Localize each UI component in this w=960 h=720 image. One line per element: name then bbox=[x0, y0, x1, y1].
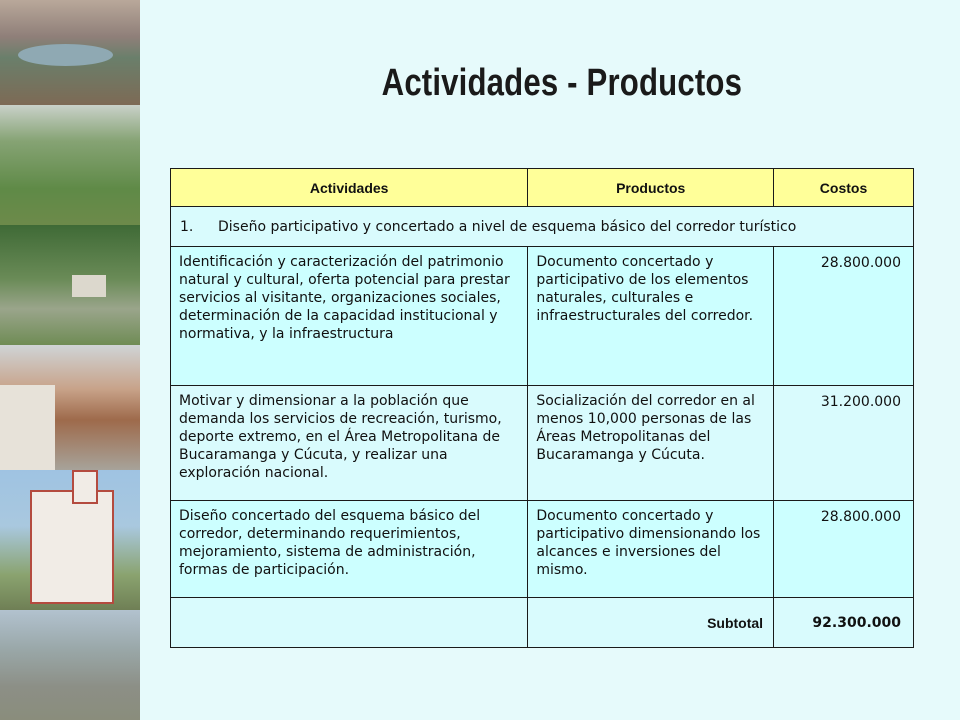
cost-cell: 31.200.000 bbox=[774, 386, 914, 501]
subtotal-label: Subtotal bbox=[528, 598, 774, 648]
cost-cell: 28.800.000 bbox=[774, 247, 914, 386]
activity-cell: Identificación y caracterización del patrimonio natural y cultural, oferta potencial para prestar servicios al visitante, organizaciones sociales, determinación de la capacidad institucional y normativa, y la infraestructura bbox=[171, 247, 528, 386]
subtotal-row bbox=[171, 598, 914, 648]
header-actividades: Actividades bbox=[171, 169, 528, 207]
section-number: 1. bbox=[180, 218, 194, 235]
page-title: Actividades - Productos bbox=[381, 62, 743, 104]
table-row bbox=[171, 501, 914, 598]
table-row bbox=[171, 247, 914, 386]
section-cell bbox=[171, 207, 914, 247]
subtotal-empty-cell bbox=[171, 598, 528, 648]
table-header-row bbox=[171, 169, 914, 207]
green-hills-photo bbox=[0, 105, 140, 225]
cost-cell: 28.800.000 bbox=[774, 501, 914, 598]
activities-table bbox=[170, 168, 914, 648]
subtotal-value: 92.300.000 bbox=[774, 598, 914, 648]
activity-cell: Motivar y dimensionar a la población que demanda los servicios de recreación, turismo, deporte extremo, en el Área Metropolitana de Bucaramanga y Cúcuta, y realizar una exploración nacional. bbox=[171, 386, 528, 501]
product-cell: Socialización del corredor en al menos 10,000 personas de las Áreas Metropolitanas del Bucaramanga y Cúcuta. bbox=[528, 386, 774, 501]
activity-cell: Diseño concertado del esquema básico del corredor, determinando requerimientos, mejoramiento, sistema de administración, formas de participación. bbox=[171, 501, 528, 598]
colonial-street-photo bbox=[0, 345, 140, 470]
church-photo bbox=[0, 470, 140, 610]
table-row bbox=[171, 386, 914, 501]
section-row bbox=[171, 207, 914, 247]
section-text: Diseño participativo y concertado a nivel de esquema básico del corredor turístico bbox=[218, 218, 797, 235]
mountain-photo bbox=[0, 610, 140, 720]
header-costos: Costos bbox=[774, 169, 914, 207]
photo-strip bbox=[0, 0, 140, 720]
landscape-lake-photo bbox=[0, 0, 140, 105]
header-productos: Productos bbox=[528, 169, 774, 207]
valley-village-photo bbox=[0, 225, 140, 345]
product-cell: Documento concertado y participativo dimensionando los alcances e inversiones del mismo. bbox=[528, 501, 774, 598]
product-cell: Documento concertado y participativo de los elementos naturales, culturales e infraestructurales del corredor. bbox=[528, 247, 774, 386]
